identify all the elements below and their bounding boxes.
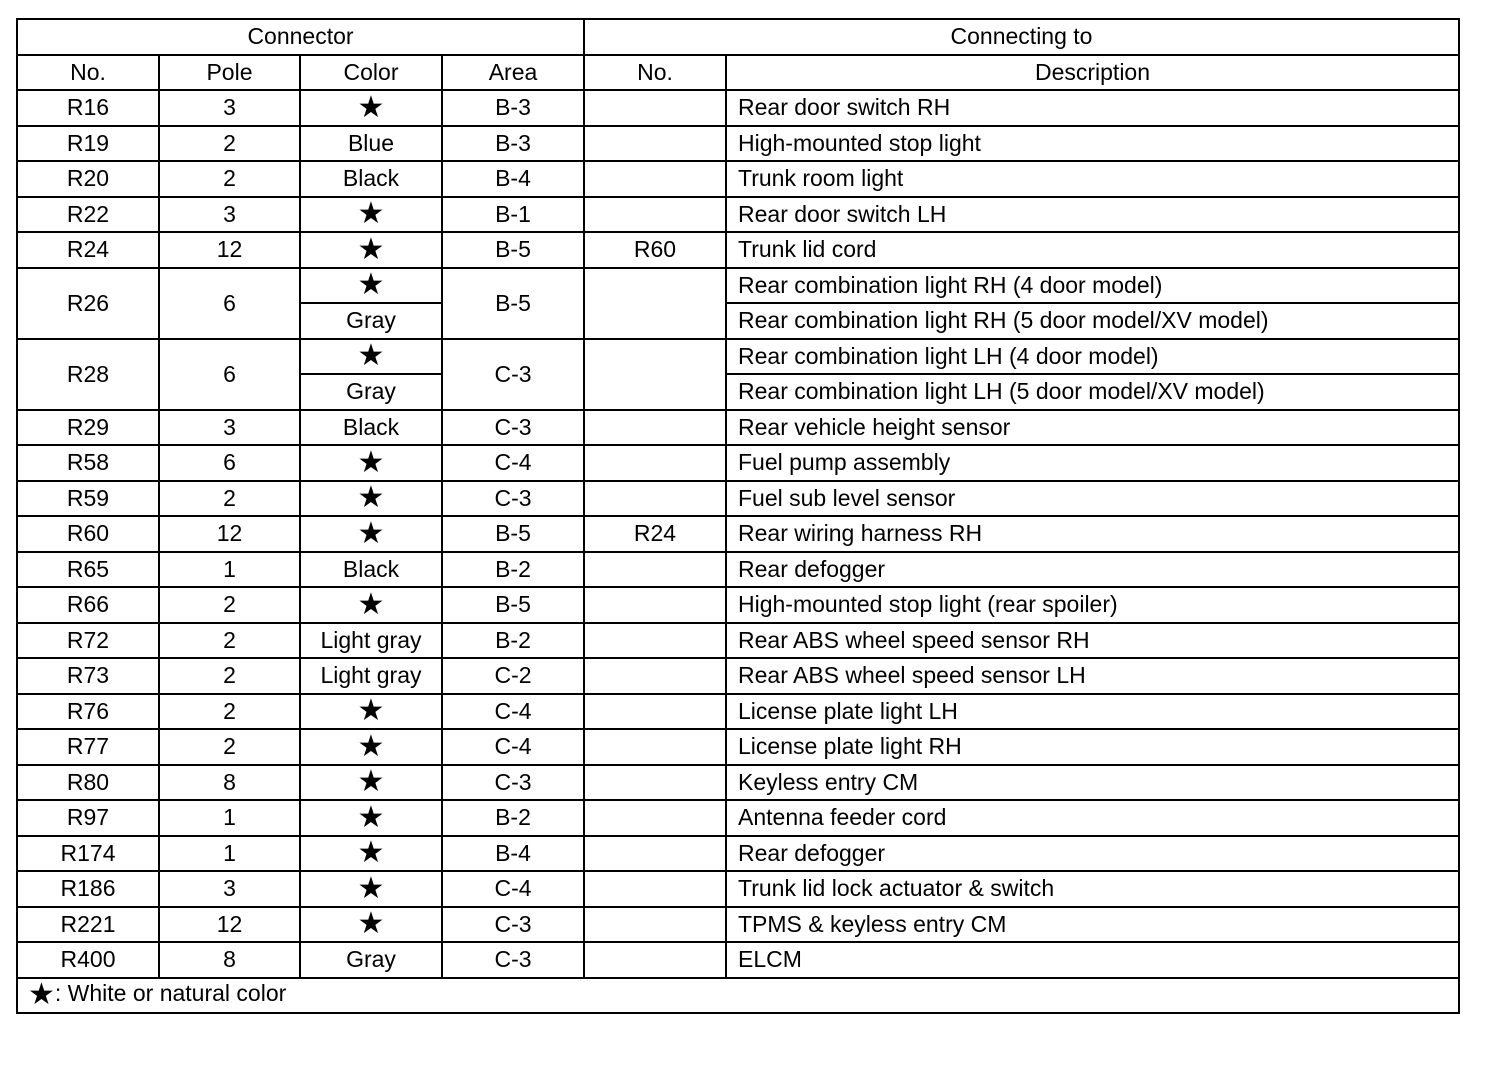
pole-cell: 2	[159, 729, 300, 765]
table-row	[17, 410, 1459, 446]
pole-cell: 2	[159, 481, 300, 517]
header-connecting-no: No.	[584, 55, 726, 91]
description-cell: Rear combination light LH (4 door model)	[726, 339, 1459, 375]
color-cell: Gray	[300, 374, 442, 410]
connector-no-cell: R26	[17, 268, 159, 339]
area-cell: B-5	[442, 516, 584, 552]
connecting-no-cell	[584, 800, 726, 836]
description-cell: TPMS & keyless entry CM	[726, 907, 1459, 943]
legend-text: : White or natural color	[54, 980, 287, 1007]
star-icon: ★	[28, 978, 55, 1012]
table-row	[17, 942, 1459, 978]
table-row	[17, 339, 1459, 375]
color-cell	[300, 836, 442, 872]
description-cell: Antenna feeder cord	[726, 800, 1459, 836]
connecting-no-cell	[584, 694, 726, 730]
color-cell: Light gray	[300, 658, 442, 694]
table-row	[17, 587, 1459, 623]
area-cell: B-2	[442, 800, 584, 836]
connector-no-cell: R76	[17, 694, 159, 730]
table-row	[17, 907, 1459, 943]
color-cell: Blue	[300, 126, 442, 162]
color-cell	[300, 907, 442, 943]
pole-cell: 2	[159, 161, 300, 197]
pole-cell: 6	[159, 339, 300, 410]
area-cell: C-4	[442, 445, 584, 481]
connector-no-cell: R65	[17, 552, 159, 588]
area-cell: C-4	[442, 694, 584, 730]
star-icon: ★	[357, 836, 385, 870]
pole-cell: 1	[159, 552, 300, 588]
color-cell	[300, 765, 442, 801]
header-connecting-to: Connecting to	[584, 19, 1459, 55]
pole-cell: 1	[159, 800, 300, 836]
star-icon: ★	[357, 339, 385, 373]
connecting-no-cell	[584, 410, 726, 446]
table-row	[17, 516, 1459, 552]
color-cell	[300, 232, 442, 268]
connecting-no-cell	[584, 481, 726, 517]
color-cell	[300, 694, 442, 730]
area-cell: B-4	[442, 161, 584, 197]
legend-row	[17, 978, 1459, 1014]
connecting-no-cell	[584, 836, 726, 872]
pole-cell: 2	[159, 623, 300, 659]
description-cell: Rear combination light RH (5 door model/XV model)	[726, 303, 1459, 339]
color-cell: Light gray	[300, 623, 442, 659]
area-cell: C-4	[442, 729, 584, 765]
connector-no-cell: R72	[17, 623, 159, 659]
color-cell	[300, 871, 442, 907]
description-cell: High-mounted stop light	[726, 126, 1459, 162]
area-cell: B-5	[442, 587, 584, 623]
description-cell: Rear defogger	[726, 552, 1459, 588]
connector-no-cell: R28	[17, 339, 159, 410]
color-cell: Black	[300, 552, 442, 588]
description-cell: Rear defogger	[726, 836, 1459, 872]
table-row	[17, 481, 1459, 517]
pole-cell: 2	[159, 126, 300, 162]
header-color: Color	[300, 55, 442, 91]
pole-cell: 12	[159, 232, 300, 268]
area-cell: C-3	[442, 942, 584, 978]
header-pole: Pole	[159, 55, 300, 91]
pole-cell: 2	[159, 658, 300, 694]
pole-cell: 6	[159, 268, 300, 339]
description-cell: License plate light RH	[726, 729, 1459, 765]
star-icon: ★	[357, 445, 385, 479]
area-cell: C-4	[442, 871, 584, 907]
color-cell	[300, 516, 442, 552]
description-cell: Trunk lid lock actuator & switch	[726, 871, 1459, 907]
header-connector: Connector	[17, 19, 584, 55]
connector-table	[16, 18, 1460, 1014]
connector-no-cell: R24	[17, 232, 159, 268]
connector-no-cell: R66	[17, 587, 159, 623]
area-cell: B-1	[442, 197, 584, 233]
area-cell: B-4	[442, 836, 584, 872]
header-description: Description	[726, 55, 1459, 91]
description-cell: Rear wiring harness RH	[726, 516, 1459, 552]
connector-no-cell: R60	[17, 516, 159, 552]
connecting-no-cell	[584, 907, 726, 943]
connector-no-cell: R221	[17, 907, 159, 943]
area-cell: B-5	[442, 268, 584, 339]
table-row	[17, 197, 1459, 233]
color-cell	[300, 339, 442, 375]
pole-cell: 12	[159, 516, 300, 552]
color-cell	[300, 90, 442, 126]
star-icon: ★	[357, 800, 385, 834]
table-row	[17, 623, 1459, 659]
area-cell: C-2	[442, 658, 584, 694]
connector-no-cell: R400	[17, 942, 159, 978]
area-cell: C-3	[442, 339, 584, 410]
area-cell: C-3	[442, 907, 584, 943]
pole-cell: 12	[159, 907, 300, 943]
connector-no-cell: R73	[17, 658, 159, 694]
color-cell: Gray	[300, 942, 442, 978]
connecting-no-cell	[584, 729, 726, 765]
color-cell	[300, 445, 442, 481]
area-cell: B-2	[442, 552, 584, 588]
color-cell	[300, 729, 442, 765]
description-cell: Rear door switch LH	[726, 197, 1459, 233]
description-cell: Rear combination light LH (5 door model/XV model)	[726, 374, 1459, 410]
pole-cell: 8	[159, 765, 300, 801]
connector-no-cell: R29	[17, 410, 159, 446]
connecting-no-cell	[584, 942, 726, 978]
pole-cell: 3	[159, 410, 300, 446]
table-row	[17, 658, 1459, 694]
pole-cell: 6	[159, 445, 300, 481]
table-row	[17, 694, 1459, 730]
table-row	[17, 800, 1459, 836]
connecting-no-cell	[584, 623, 726, 659]
description-cell: Trunk room light	[726, 161, 1459, 197]
area-cell: C-3	[442, 410, 584, 446]
connecting-no-cell	[584, 445, 726, 481]
star-icon: ★	[357, 232, 385, 266]
connector-no-cell: R22	[17, 197, 159, 233]
description-cell: License plate light LH	[726, 694, 1459, 730]
description-cell: Rear combination light RH (4 door model)	[726, 268, 1459, 304]
table-row	[17, 765, 1459, 801]
description-cell: Rear vehicle height sensor	[726, 410, 1459, 446]
legend	[17, 978, 1459, 1014]
connector-no-cell: R20	[17, 161, 159, 197]
connector-no-cell: R174	[17, 836, 159, 872]
connecting-no-cell	[584, 197, 726, 233]
table-row	[17, 729, 1459, 765]
star-icon: ★	[357, 765, 385, 799]
connecting-no-cell	[584, 552, 726, 588]
star-icon: ★	[357, 90, 385, 124]
star-icon: ★	[357, 729, 385, 763]
group-header-row	[17, 19, 1459, 55]
area-cell: B-3	[442, 126, 584, 162]
connecting-no-cell	[584, 90, 726, 126]
table-row	[17, 836, 1459, 872]
table-body	[17, 90, 1459, 978]
description-cell: Rear ABS wheel speed sensor LH	[726, 658, 1459, 694]
table-row	[17, 871, 1459, 907]
column-header-row	[17, 55, 1459, 91]
connecting-no-cell	[584, 339, 726, 410]
color-cell	[300, 800, 442, 836]
description-cell: Trunk lid cord	[726, 232, 1459, 268]
star-icon: ★	[357, 268, 385, 302]
connector-no-cell: R19	[17, 126, 159, 162]
area-cell: B-3	[442, 90, 584, 126]
star-icon: ★	[357, 197, 385, 231]
connector-no-cell: R186	[17, 871, 159, 907]
connecting-no-cell	[584, 268, 726, 339]
description-cell: Fuel sub level sensor	[726, 481, 1459, 517]
table-row	[17, 90, 1459, 126]
star-icon: ★	[357, 516, 385, 550]
description-cell: Rear door switch RH	[726, 90, 1459, 126]
color-cell	[300, 481, 442, 517]
color-cell	[300, 197, 442, 233]
header-no: No.	[17, 55, 159, 91]
pole-cell: 3	[159, 197, 300, 233]
connecting-no-cell	[584, 765, 726, 801]
table-row	[17, 232, 1459, 268]
star-icon: ★	[357, 871, 385, 905]
connector-no-cell: R59	[17, 481, 159, 517]
connecting-no-cell	[584, 161, 726, 197]
color-cell: Black	[300, 161, 442, 197]
description-cell: High-mounted stop light (rear spoiler)	[726, 587, 1459, 623]
connector-no-cell: R97	[17, 800, 159, 836]
description-cell: ELCM	[726, 942, 1459, 978]
connecting-no-cell	[584, 658, 726, 694]
area-cell: B-5	[442, 232, 584, 268]
connecting-no-cell	[584, 126, 726, 162]
pole-cell: 2	[159, 587, 300, 623]
pole-cell: 1	[159, 836, 300, 872]
color-cell	[300, 587, 442, 623]
pole-cell: 3	[159, 871, 300, 907]
table-row	[17, 161, 1459, 197]
color-cell: Gray	[300, 303, 442, 339]
table-row	[17, 268, 1459, 304]
connector-no-cell: R80	[17, 765, 159, 801]
connector-no-cell: R77	[17, 729, 159, 765]
connecting-no-cell: R60	[584, 232, 726, 268]
color-cell	[300, 268, 442, 304]
star-icon: ★	[357, 694, 385, 728]
pole-cell: 3	[159, 90, 300, 126]
connector-no-cell: R16	[17, 90, 159, 126]
connecting-no-cell	[584, 871, 726, 907]
pole-cell: 8	[159, 942, 300, 978]
connecting-no-cell	[584, 587, 726, 623]
connecting-no-cell: R24	[584, 516, 726, 552]
description-cell: Rear ABS wheel speed sensor RH	[726, 623, 1459, 659]
star-icon: ★	[357, 587, 385, 621]
table-row	[17, 552, 1459, 588]
table-row	[17, 126, 1459, 162]
connector-no-cell: R58	[17, 445, 159, 481]
pole-cell: 2	[159, 694, 300, 730]
table-row	[17, 445, 1459, 481]
area-cell: C-3	[442, 481, 584, 517]
color-cell: Black	[300, 410, 442, 446]
description-cell: Keyless entry CM	[726, 765, 1459, 801]
area-cell: C-3	[442, 765, 584, 801]
star-icon: ★	[357, 481, 385, 515]
description-cell: Fuel pump assembly	[726, 445, 1459, 481]
star-icon: ★	[357, 907, 385, 941]
header-area: Area	[442, 55, 584, 91]
area-cell: B-2	[442, 623, 584, 659]
